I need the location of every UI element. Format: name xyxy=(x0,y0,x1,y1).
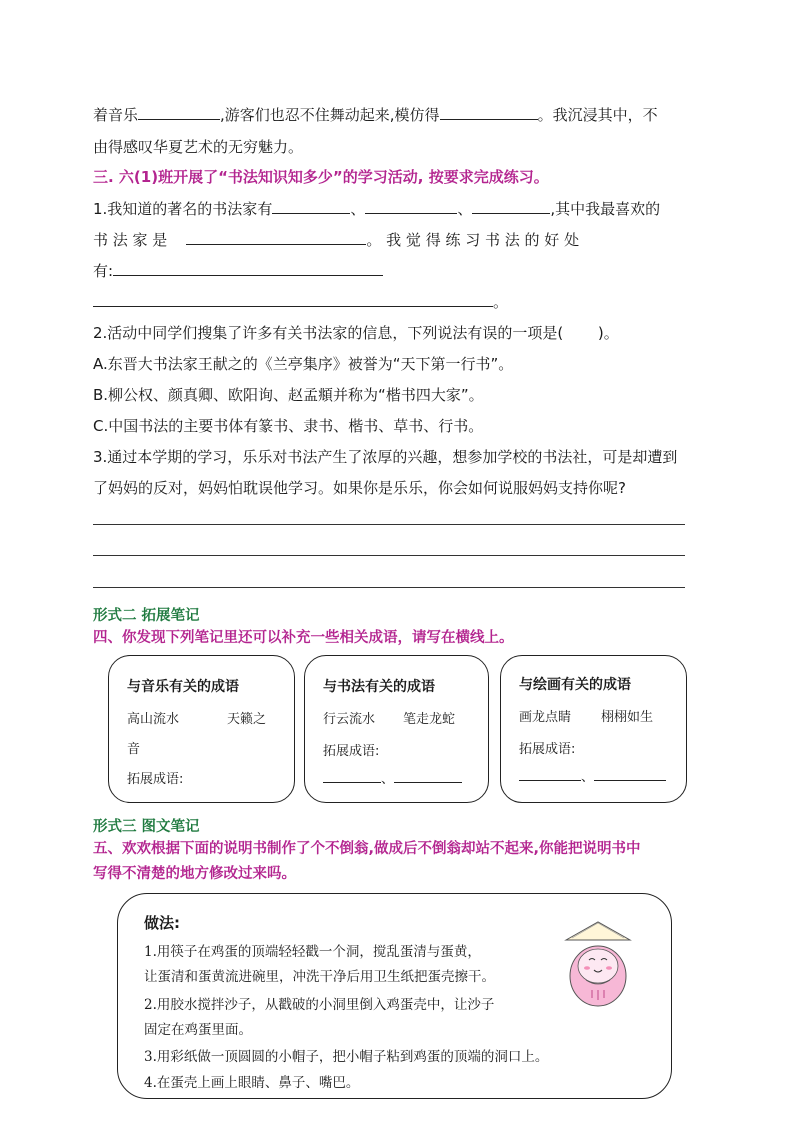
favorite-calligrapher-blank[interactable] xyxy=(186,230,366,245)
idiom-blank[interactable] xyxy=(323,768,381,783)
section-4-heading: 四、你发现下列笔记里还可以补充一些相关成语，请写在横线上。 xyxy=(93,630,514,646)
extend-label: 拓展成语: xyxy=(127,772,184,787)
benefit-blank-2[interactable] xyxy=(93,292,493,307)
question-2: 2.活动中同学们搜集了许多有关书法家的信息，下列说法有误的一项是( )。 xyxy=(93,324,619,342)
idiom-blank[interactable] xyxy=(519,766,581,781)
calligrapher-blank-3[interactable] xyxy=(472,199,550,214)
option-b[interactable]: B.柳公权、颜真卿、欧阳询、赵孟頫并称为“楷书四大家”。 xyxy=(93,386,484,404)
form-3-label: 形式三 图文笔记 xyxy=(93,819,200,835)
section-3-heading: 三. 六(1)班开展了“书法知识知多少”的学习活动, 按要求完成练习。 xyxy=(93,168,549,186)
idiom-blank[interactable] xyxy=(394,768,462,783)
section-5-heading-line-1: 五、欢欢根据下面的说明书制作了个不倒翁,做成后不倒翁却站不起来,你能把说明书中 xyxy=(93,841,641,857)
option-a[interactable]: A.东晋大书法家王献之的《兰亭集序》被誉为“天下第一行书”。 xyxy=(93,355,514,373)
idiom: 音 xyxy=(127,742,141,757)
card-title: 与音乐有关的成语 xyxy=(127,679,239,695)
idiom: 笔走龙蛇 xyxy=(403,712,456,727)
answer-blank[interactable] xyxy=(440,105,538,120)
calligrapher-blank-2[interactable] xyxy=(365,199,457,214)
form-2-label: 形式二 拓展笔记 xyxy=(93,608,200,624)
step-line: 4.在蛋壳上画上眼睛、鼻子、嘴巴。 xyxy=(144,1075,360,1091)
method-title: 做法: xyxy=(144,914,180,932)
card-title: 与绘画有关的成语 xyxy=(519,677,631,693)
answer-line[interactable] xyxy=(93,524,685,525)
question-1-line-2: 书 法 家 是 。 我 觉 得 练 习 书 法 的 好 处 xyxy=(93,231,580,249)
answer-blank[interactable] xyxy=(138,105,220,120)
idiom: 高山流水 xyxy=(127,712,180,727)
question-1-line-3: 有: xyxy=(93,260,383,281)
idiom: 画龙点睛 xyxy=(519,710,572,725)
music-idiom-card xyxy=(108,655,295,803)
idiom: 天籁之 xyxy=(227,712,267,727)
intro-line-2: 由得感叹华夏艺术的无穷魅力。 xyxy=(93,138,304,156)
step-line: 2.用胶水搅拌沙子，从戳破的小洞里倒入鸡蛋壳中，让沙子 xyxy=(144,997,495,1013)
extend-blanks: 、 xyxy=(519,766,666,785)
card-title: 与书法有关的成语 xyxy=(323,679,435,695)
step-line: 让蛋清和蛋黄流进碗里，冲洗干净后用卫生纸把蛋壳擦干。 xyxy=(144,969,495,985)
painting-idiom-card xyxy=(500,655,687,803)
calligraphy-idiom-card xyxy=(304,655,489,803)
step-line: 固定在鸡蛋里面。 xyxy=(144,1022,252,1038)
step-line: 3.用彩纸做一顶圆圆的小帽子，把小帽子粘到鸡蛋的顶端的洞口上。 xyxy=(144,1049,549,1065)
question-1-line-4: 。 xyxy=(93,291,508,312)
idiom-blank[interactable] xyxy=(594,766,666,781)
extend-label: 拓展成语: xyxy=(323,744,380,759)
answer-line[interactable] xyxy=(93,555,685,556)
idiom: 栩栩如生 xyxy=(601,710,654,725)
instructions-box xyxy=(117,893,672,1099)
question-3-line-2: 了妈妈的反对，妈妈怕耽误他学习。如果你是乐乐，你会如何说服妈妈支持你呢? xyxy=(93,479,626,497)
question-3-line-1: 3.通过本学期的学习，乐乐对书法产生了浓厚的兴趣，想参加学校的书法社，可是却遭到 xyxy=(93,448,678,466)
option-c[interactable]: C.中国书法的主要书体有篆书、隶书、楷书、草书、行书。 xyxy=(93,417,484,435)
answer-line[interactable] xyxy=(93,587,685,588)
tumbler-doll-icon xyxy=(558,908,638,1008)
benefit-blank-1[interactable] xyxy=(113,261,383,276)
step-line: 1.用筷子在鸡蛋的顶端轻轻戳一个洞，搅乱蛋清与蛋黄， xyxy=(144,944,481,960)
calligrapher-blank-1[interactable] xyxy=(272,199,350,214)
idiom: 行云流水 xyxy=(323,712,376,727)
question-1-line-1: 1.我知道的著名的书法家有 、 、 ,其中我最喜欢的 xyxy=(93,200,661,218)
extend-blanks: 、 xyxy=(323,768,462,787)
intro-line-1: 着音乐 ,游客们也忍不住舞动起来,模仿得 。我沉浸其中，不 xyxy=(93,106,658,124)
section-5-heading-line-2: 写得不清楚的地方修改过来吗。 xyxy=(93,866,296,882)
extend-label: 拓展成语: xyxy=(519,742,576,757)
